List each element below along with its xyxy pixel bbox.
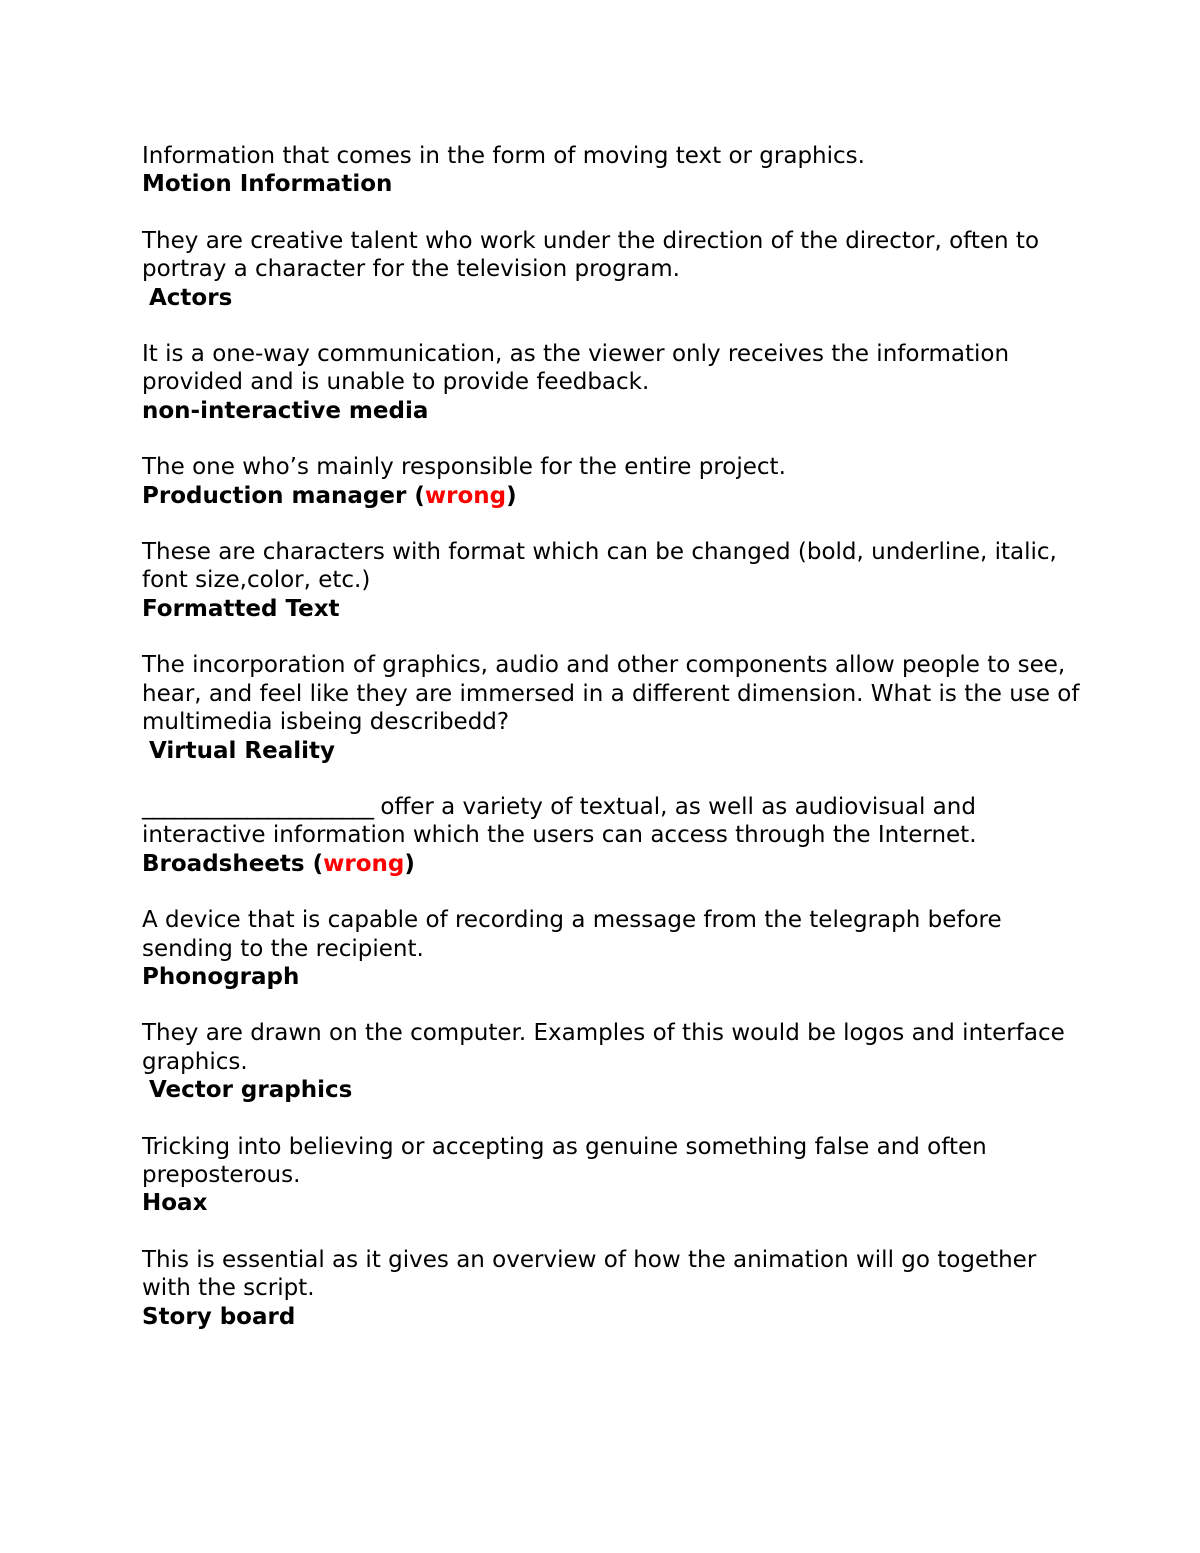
answer-text: non-interactive media — [142, 397, 429, 424]
answer-text: Broadsheets — [142, 850, 305, 877]
question-text: The one who’s mainly responsible for the entire project. — [142, 454, 786, 481]
answer-text: Phonograph — [142, 963, 300, 990]
wrong-mark: wrong — [424, 482, 507, 509]
question-text: A device that is capable of recording a message from the telegraph before sending to the recipient. — [142, 907, 1002, 962]
qa-item-vector-graphics — [142, 1019, 1082, 1104]
qa-item-motion-information — [142, 142, 1082, 199]
question-text: It is a one-way communication, as the viewer only receives the information provided and is unable to provide feedback. — [142, 341, 1010, 396]
question-text: offer a variety of textual, as well as audiovisual and interactive information which the users can access through the Internet. — [142, 793, 977, 849]
answer-text: Actors — [149, 284, 233, 311]
question-text: Tricking into believing or accepting as genuine something false and often preposterous. — [142, 1133, 987, 1188]
fill-in-blank: ______________________ — [142, 793, 373, 820]
answer-line: Broadsheets (wrong) — [142, 850, 415, 877]
qa-item-hoax — [142, 1133, 1082, 1218]
answer-text: Production manager — [142, 482, 407, 509]
qa-item-actors — [142, 227, 1082, 312]
qa-item-production-manager — [142, 453, 1082, 510]
question-text: They are creative talent who work under the direction of the director, often to portray a character for the television program. — [142, 227, 1040, 283]
answer-text: Motion Information — [142, 171, 393, 198]
qa-item-virtual-reality — [142, 651, 1082, 765]
question-text: The incorporation of graphics, audio and other components allow people to see, hear, and feel like they are immersed in a different dimension. What is the use of multimedia isbeing describedd? — [142, 652, 1080, 736]
question-text: They are drawn on the computer. Examples of this would be logos and interface graphics. — [142, 1020, 1065, 1075]
answer-text: Formatted Text — [142, 595, 340, 622]
answer-text: Story board — [142, 1303, 296, 1330]
wrong-mark: wrong — [323, 850, 405, 877]
question-text: Information that comes in the form of moving text or graphics. — [142, 143, 865, 169]
qa-item-broadsheets — [142, 793, 1082, 878]
qa-item-phonograph — [142, 906, 1082, 991]
question-line — [142, 793, 1082, 850]
answer-text: Virtual Reality — [149, 737, 335, 764]
qa-item-formatted-text — [142, 538, 1082, 623]
question-text: This is essential as it gives an overview of how the animation will go together with the script. — [142, 1246, 1037, 1302]
answer-text: Vector graphics — [149, 1077, 353, 1104]
qa-item-non-interactive-media — [142, 340, 1082, 425]
qa-item-story-board — [142, 1246, 1082, 1331]
question-text: These are characters with format which can be changed (bold, underline, italic, font size,color, etc.) — [142, 539, 1057, 594]
answer-line: Production manager (wrong) — [142, 482, 517, 509]
answer-text: Hoax — [142, 1190, 208, 1217]
document-page — [142, 142, 1082, 1359]
